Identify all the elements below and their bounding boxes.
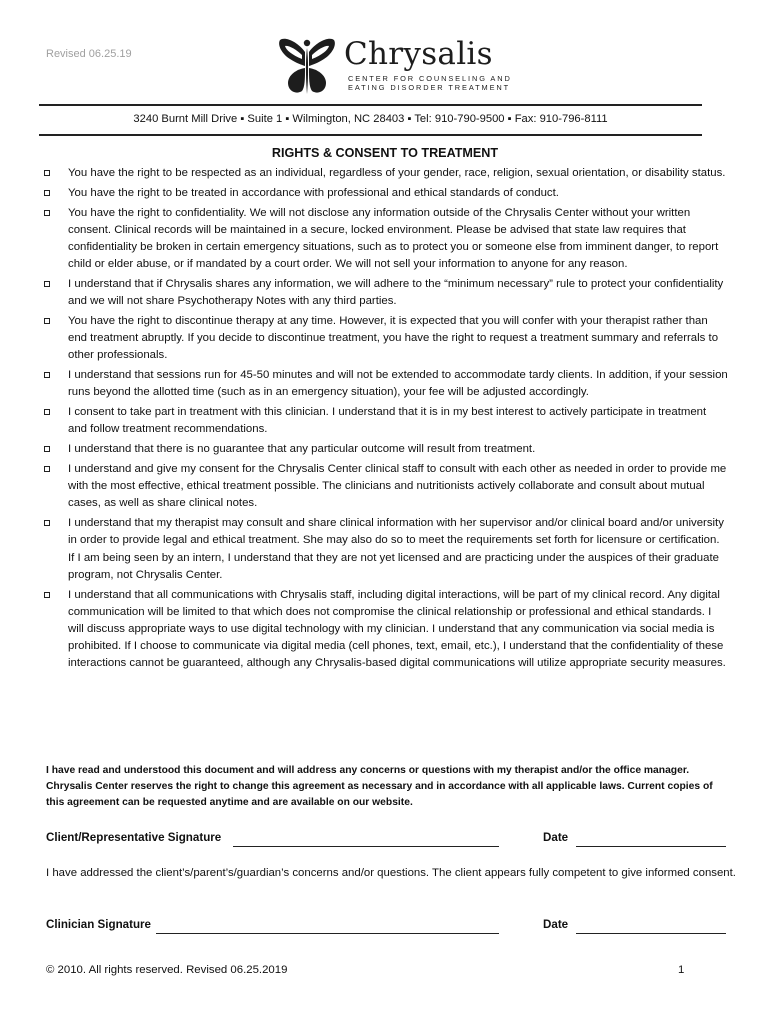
list-item [42,515,728,584]
logo-tagline: CENTER FOR COUNSELING AND [348,74,512,83]
list-item [42,441,728,458]
checkbox-bullet-icon [44,466,50,472]
checkbox-bullet-icon [44,409,50,415]
checkbox-bullet-icon [44,318,50,324]
rights-list [42,165,728,675]
client-signature-field[interactable] [233,846,499,847]
page-number: 1 [678,964,685,976]
list-item-text: I understand and give my consent for the Chrysalis Center clinical staff to consult with each other as needed in order to provide me with the most effective, ethical treatment possible. The clinicians and nutritionists actively collaborate and consult about mutual cases, as well as share clinical notes. [68,463,727,510]
client-signature-label: Client/Representative Signature [46,831,222,844]
client-date-field[interactable] [576,846,726,847]
logo-tagline: EATING DISORDER TREATMENT [348,83,511,92]
checkbox-bullet-icon [44,190,50,196]
list-item [42,313,728,365]
list-item-text: You have the right to confidentiality. We will not disclose any information outside of the Chrysalis Center without your written consent. Clinical records will be maintained in a secure, locked environment. Please be advised that state law requires that confidentiality be broken in certain emergency situations, such as to protect you or someone else from imminent danger, to report child or elder abuse, or if mandated by a court order. We will not sell your information to anyone for any reason. [68,206,719,271]
list-item-text: You have the right to be respected as an individual, regardless of your gender, race, religion, sexual orientation, or disability status. [68,167,726,179]
list-item [42,276,728,310]
logo-wordmark: Chrysalis [344,36,493,72]
header-rule [39,134,702,136]
list-item-text: I understand that all communications with Chrysalis staff, including digital interactions, will be part of my clinical record. Any digital communication will be limited to that which does not compromise the clinical relationship or professional and ethical standards. I will discuss appropriate ways to use digital technology with my clinician. I understand that any communication via social media is prohibited. If I choose to communicate via digital media (cell phones, text, email, etc.), I understand that the confidentiality of these interactions cannot be guaranteed, although any Chrysalis-based digital communications will utilize appropriate security measures. [68,588,726,670]
clinician-statement: I have addressed the client’s/parent’s/guardian’s concerns and/or questions. The client appears fully competent to give informed consent. [46,867,736,879]
clinician-date-label: Date [543,918,569,931]
list-item [42,185,728,202]
list-item-text: You have the right to be treated in accordance with professional and ethical standards of conduct. [68,186,559,199]
list-item [42,205,728,274]
list-item-text: I understand that there is no guarantee that any particular outcome will result from treatment. [68,443,536,456]
checkbox-bullet-icon [44,520,50,526]
list-item-text: I understand that sessions run for 45-50 minutes and will not be extended to accommodate tardy clients. In addition, if your session runs beyond the allotted time (such as in an emergency situation), your fee will be adjusted accordingly. [68,369,728,399]
footer-copyright: © 2010. All rights reserved. Revised 06.25.2019 [46,964,288,976]
checkbox-bullet-icon [44,372,50,378]
list-item [42,165,728,182]
list-item [42,404,728,438]
contact-address: 3240 Burnt Mill Drive ▪ Suite 1 ▪ Wilmington, NC 28403 ▪ Tel: 910-790-9500 ▪ Fax: 910-796-8111 [133,113,608,125]
butterfly-icon [276,36,338,96]
checkbox-bullet-icon [44,592,50,598]
checkbox-bullet-icon [44,446,50,452]
header-rule [39,104,702,106]
list-item-text: I understand that my therapist may consult and share clinical information with her supervisor and/or clinical board and/or university in order to provide legal and ethical treatment. She may also do so to meet the requirements set forth for licensure or certification. If I am being seen by an intern, I understand that they are not yet licensed and are practicing under the auspices of their graduate program, not Chrysalis Center. [68,517,724,581]
checkbox-bullet-icon [44,170,50,176]
checkbox-bullet-icon [44,210,50,216]
chrysalis-logo [276,36,516,96]
list-item-text: I consent to take part in treatment with this clinician. I understand that it is in my best interest to actively participate in treatment and follow treatment recommendations. [68,406,707,436]
acknowledgement-notice: I have read and understood this document and will address any concerns or questions with my therapist and/or the office manager. Chrysalis Center reserves the right to change this agreement as necessary and in accordance with all applicable laws. Current copies of this agreement can be requested anytime and are available on our website. [46,765,713,808]
list-item-text: I understand that if Chrysalis shares any information, we will adhere to the “minimum necessary” rule to protect your confidentiality and we will not share Psychotherapy Notes with any third parties. [68,278,724,308]
clinician-signature-field[interactable] [156,933,499,934]
list-item [42,367,728,401]
list-item [42,461,728,513]
list-item [42,587,728,673]
checkbox-bullet-icon [44,281,50,287]
page-title: RIGHTS & CONSENT TO TREATMENT [271,146,499,160]
clinician-date-field[interactable] [576,933,726,934]
revised-date: Revised 06.25.19 [46,48,132,60]
client-date-label: Date [543,831,569,844]
clinician-signature-label: Clinician Signature [46,918,152,931]
list-item-text: You have the right to discontinue therapy at any time. However, it is expected that you will confer with your therapist rather than end treatment abruptly. If you decide to discontinue treatment, you have the right to request a treatment summary and referrals to other professionals. [68,315,719,362]
